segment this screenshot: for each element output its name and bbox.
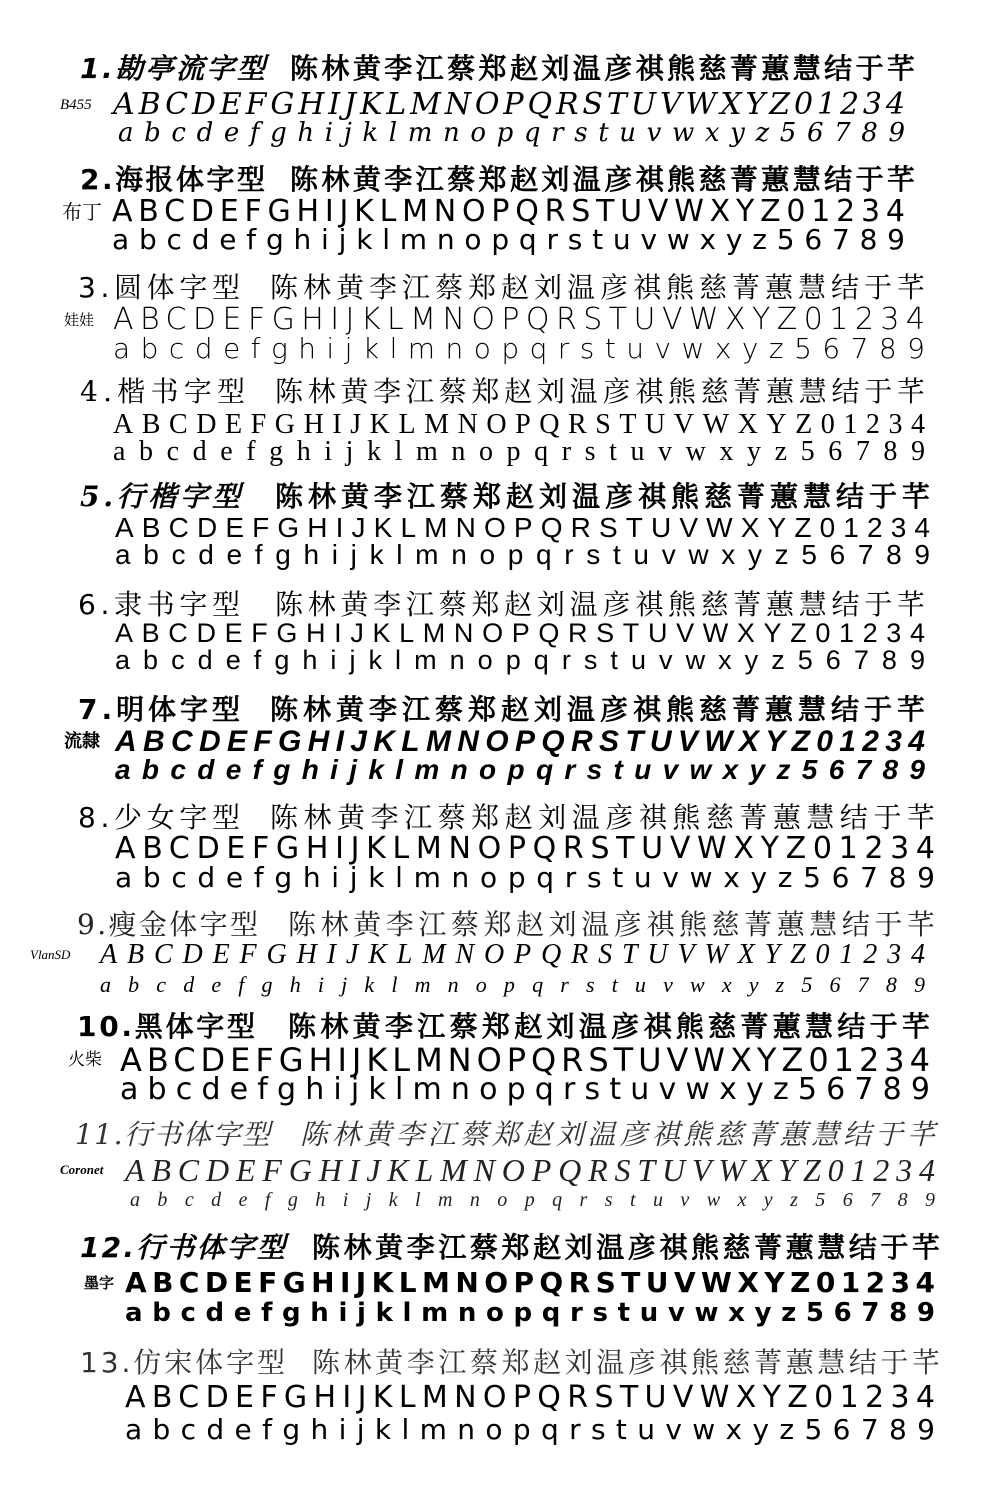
uppercase-digits-text: ABCDEFGHIJKLMNOPQRSTUVWXYZ01234 bbox=[100, 939, 935, 970]
sample-title-text: 6.隶书字型 bbox=[78, 588, 245, 621]
sample-title bbox=[80, 52, 268, 86]
name-characters-text: 陈林黄李江蔡郑赵刘温彦祺熊慈菁蕙慧结于芊 bbox=[275, 480, 935, 513]
sample-title bbox=[78, 801, 245, 835]
lowercase-digits-text: abcdefghijklmnopqrstuvwxyz56789 bbox=[115, 754, 937, 785]
sample-title-text: 1.勘亭流字型 bbox=[80, 52, 268, 85]
sample-title bbox=[80, 375, 251, 409]
sample-title-text: 2.海报体字型 bbox=[80, 163, 268, 196]
sample-title-text: 9.瘦金体字型 bbox=[77, 908, 261, 941]
name-characters-text: 陈林黄李江蔡郑赵刘温彦祺熊慈菁蕙慧结于芊 bbox=[270, 693, 930, 726]
sample-title-text: 5.行楷字型 bbox=[80, 480, 244, 513]
name-characters-text: 陈林黄李江蔡郑赵刘温彦祺熊慈菁蕙慧结于芊 bbox=[288, 908, 940, 941]
lowercase-digits-text: abcdefghijklmnopqrstuvwxyz56789 bbox=[125, 1298, 945, 1328]
lowercase-digits-line bbox=[113, 436, 939, 468]
uppercase-digits-line bbox=[100, 939, 935, 971]
sample-name-characters bbox=[288, 908, 940, 942]
font-label: 火柴 bbox=[68, 1050, 102, 1070]
sample-title bbox=[75, 1118, 270, 1152]
sample-title bbox=[78, 271, 245, 305]
sample-name-characters bbox=[300, 1118, 939, 1152]
uppercase-digits-text: ABCDEFGHIJKLMNOPQRSTUVWXYZ01234 bbox=[115, 831, 942, 866]
name-characters-text: 陈林黄李江蔡郑赵刘温彦祺熊慈菁蕙慧结于芊 bbox=[275, 375, 930, 408]
uppercase-digits-line bbox=[125, 1380, 942, 1415]
sample-title-text: 4.楷书字型 bbox=[80, 375, 251, 408]
lowercase-digits-text: abcdefghijklmnopqrstuvwxyz56789 bbox=[115, 645, 939, 675]
font-label: Coronet bbox=[60, 1162, 104, 1177]
lowercase-digits-line bbox=[113, 332, 936, 365]
lowercase-digits-text: abcdefghijklmnopqrstuvwxyz56789 bbox=[118, 118, 916, 148]
sample-title-text: 3.圆体字型 bbox=[78, 271, 245, 304]
uppercase-digits-text: ABCDEFGHIJKLMNOPQRSTUVWXYZ01234 bbox=[113, 409, 934, 440]
name-characters-text: 陈林黄李江蔡郑赵刘温彦祺熊慈菁蕙慧结于芊 bbox=[290, 52, 919, 85]
font-label: VlanSD bbox=[30, 947, 71, 962]
sample-name-characters bbox=[270, 801, 941, 835]
lowercase-digits-text: abcdefghijklmnopqrstuvwxyz56789 bbox=[113, 332, 936, 365]
sample-title-text: 11.行书体字型 bbox=[75, 1118, 272, 1151]
sample-name-characters bbox=[290, 163, 919, 197]
sample-name-characters bbox=[312, 1346, 944, 1380]
lowercase-digits-text: abcdefghijklmnopqrstuvwxyz56789 bbox=[115, 539, 943, 570]
uppercase-digits-line bbox=[125, 1152, 942, 1188]
uppercase-digits-text: ABCDEFGHIJKLMNOPQRSTUVWXYZ01234 bbox=[112, 194, 911, 229]
sample-name-characters bbox=[288, 1010, 935, 1044]
lowercase-digits-text: abcdefghijklmnopqrstuvwxyz56789 bbox=[113, 436, 939, 467]
lowercase-digits-line bbox=[115, 644, 939, 676]
lowercase-digits-line bbox=[118, 117, 916, 149]
lowercase-digits-line bbox=[120, 1072, 940, 1107]
sample-title bbox=[77, 1010, 258, 1044]
uppercase-digits-text: ABCDEFGHIJKLMNOPQRSTUVWXYZ01234 bbox=[125, 1266, 941, 1299]
uppercase-digits-text: ABCDEFGHIJKLMNOPQRSTUVWXYZ01234 bbox=[115, 725, 932, 758]
sample-name-characters bbox=[270, 271, 930, 305]
sample-title bbox=[80, 163, 268, 197]
font-label: 娃娃 bbox=[64, 311, 95, 329]
uppercase-digits-text: ABCDEFGHIJKLMNOPQRSTUVWXYZ01234 bbox=[125, 1380, 942, 1415]
name-characters-text: 陈林黄李江蔡郑赵刘温彦祺熊慈菁蕙慧结于芊 bbox=[312, 1231, 944, 1264]
lowercase-digits-line bbox=[115, 539, 943, 571]
lowercase-digits-text: abcdefghijklmnopqrstuvwxyz56789 bbox=[112, 223, 915, 256]
lowercase-digits-text: abcdefghijklmnopqrstuvwxyz56789 bbox=[120, 1072, 940, 1107]
uppercase-digits-line bbox=[125, 1266, 941, 1299]
sample-title bbox=[78, 693, 244, 727]
name-characters-text: 陈林黄李江蔡郑赵刘温彦祺熊慈菁蕙慧结于芊 bbox=[300, 1118, 939, 1151]
sample-name-characters bbox=[312, 1231, 944, 1265]
lowercase-digits-line bbox=[100, 969, 943, 1001]
sample-title-text: 7.明体字型 bbox=[78, 693, 244, 726]
sample-title-text: 8.少女字型 bbox=[78, 801, 245, 834]
lowercase-digits-line bbox=[115, 754, 937, 786]
uppercase-digits-text: ABCDEFGHIJKLMNOPQRSTUVWXYZ01234 bbox=[120, 1041, 935, 1079]
font-label: 流隸 bbox=[64, 731, 100, 752]
sample-title-text: 13.仿宋体字型 bbox=[80, 1346, 288, 1379]
uppercase-digits-text: ABCDEFGHIJKLMNOPQRSTUVWXYZ01234 bbox=[115, 512, 939, 543]
lowercase-digits-text: abcdefghijklmnopqrstuvwxyz56789 bbox=[100, 972, 943, 997]
sample-title bbox=[77, 908, 261, 942]
font-label: 墨字 bbox=[84, 1274, 115, 1292]
sample-title bbox=[80, 1231, 288, 1265]
name-characters-text: 陈林黄李江蔡郑赵刘温彦祺熊慈菁蕙慧结于芊 bbox=[288, 1010, 935, 1043]
font-label: B455 bbox=[60, 97, 92, 113]
lowercase-digits-line bbox=[112, 223, 915, 256]
uppercase-digits-text: ABCDEFGHIJKLMNOPQRSTUVWXYZ01234 bbox=[113, 302, 932, 337]
lowercase-digits-line bbox=[125, 1413, 946, 1446]
uppercase-digits-text: ABCDEFGHIJKLMNOPQRSTUVWXYZ01234 bbox=[125, 1152, 942, 1188]
lowercase-digits-text: abcdefghijklmnopqrstuvwxyz56789 bbox=[115, 861, 946, 894]
sample-title-text: 12.行书体字型 bbox=[80, 1231, 288, 1264]
sample-name-characters bbox=[275, 375, 930, 409]
name-characters-text: 陈林黄李江蔡郑赵刘温彦祺熊慈菁蕙慧结于芊 bbox=[312, 1346, 944, 1379]
lowercase-digits-text: abcdefghijklmnopqrstuvwxyz56789 bbox=[130, 1189, 953, 1211]
name-characters-text: 陈林黄李江蔡郑赵刘温彦祺熊慈菁蕙慧结于芊 bbox=[270, 801, 941, 834]
lowercase-digits-text: abcdefghijklmnopqrstuvwxyz56789 bbox=[125, 1413, 946, 1446]
lowercase-digits-line bbox=[125, 1297, 945, 1329]
name-characters-text: 陈林黄李江蔡郑赵刘温彦祺熊慈菁蕙慧结于芊 bbox=[270, 271, 930, 304]
lowercase-digits-line bbox=[115, 861, 946, 894]
name-characters-text: 陈林黄李江蔡郑赵刘温彦祺熊慈菁蕙慧结于芊 bbox=[275, 588, 930, 621]
uppercase-digits-text: ABCDEFGHIJKLMNOPQRSTUVWXYZ01234 bbox=[113, 87, 909, 122]
sample-title bbox=[80, 1346, 288, 1380]
sample-name-characters bbox=[275, 480, 935, 514]
sample-title bbox=[80, 480, 244, 514]
uppercase-digits-text: ABCDEFGHIJKLMNOPQRSTUVWXYZ01234 bbox=[115, 618, 934, 648]
sample-name-characters bbox=[270, 693, 930, 727]
sample-title-text: 10.黑体字型 bbox=[77, 1010, 258, 1043]
lowercase-digits-line bbox=[130, 1184, 953, 1216]
font-label: 布丁 bbox=[62, 200, 102, 224]
sample-name-characters bbox=[290, 52, 919, 86]
name-characters-text: 陈林黄李江蔡郑赵刘温彦祺熊慈菁蕙慧结于芊 bbox=[290, 163, 919, 196]
